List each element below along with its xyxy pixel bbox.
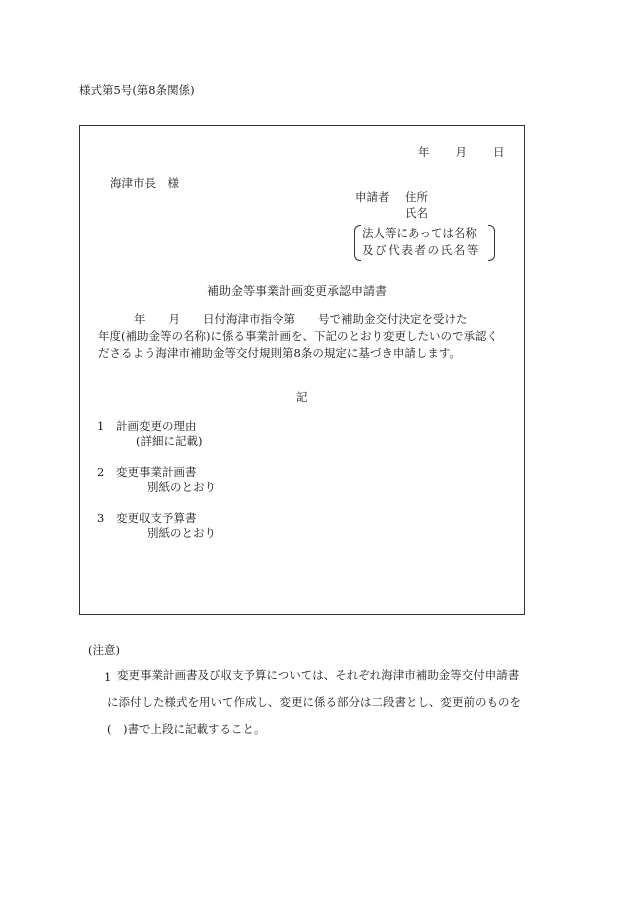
body-first-line: 年 月 日付海津市指令第 号で補助金交付決定を受けた [134,312,468,326]
corporate-note-bracket [354,225,495,259]
corporate-note-line2: 及び代表者の氏名等 [362,243,480,257]
item-3-label: 変更収支予算書 [116,511,197,525]
note-1-number: 1 [104,670,112,684]
item-1-label: 計画変更の理由 [116,419,197,433]
note-1-text: 変更事業計画書及び収支予算については、それぞれ海津市補助金等交付申請書に添付した様式を用いて作成し、変更に係る部分は二段書とし、変更前のものを( )書で上段に記載すること。 [107,668,521,736]
body-text [98,328,508,362]
date-line: 年 月 日 [418,145,506,159]
form-box [79,125,525,615]
body-text-rest: 年度(補助金等の名称)に係る事業計画を、下記のとおり変更したいので承認くださるよう海津市補助金等交付規則第8条の規定に基づき申請します。 [98,329,498,360]
item-2-sub: 別紙のとおり [147,480,216,494]
document-title: 補助金等事業計画変更承認申請書 [207,284,388,298]
item-1-number: 1 [97,419,105,433]
applicant-label: 申請者 [355,190,390,204]
notes-heading: (注意) [88,643,120,657]
item-1-sub: (詳細に記載) [136,434,203,448]
name-label: 氏名 [405,206,428,220]
addressee: 海津市長 様 [110,176,179,190]
item-2-label: 変更事業計画書 [116,465,197,479]
item-3-sub: 別紙のとおり [147,526,216,540]
address-label: 住所 [405,190,428,204]
item-2-number: 2 [97,465,105,479]
ki-heading: 記 [296,390,308,404]
form-number-label: 様式第5号(第8条関係) [79,83,195,97]
corporate-note-line1: 法人等にあっては名称 [362,226,477,240]
item-3-number: 3 [97,511,105,525]
